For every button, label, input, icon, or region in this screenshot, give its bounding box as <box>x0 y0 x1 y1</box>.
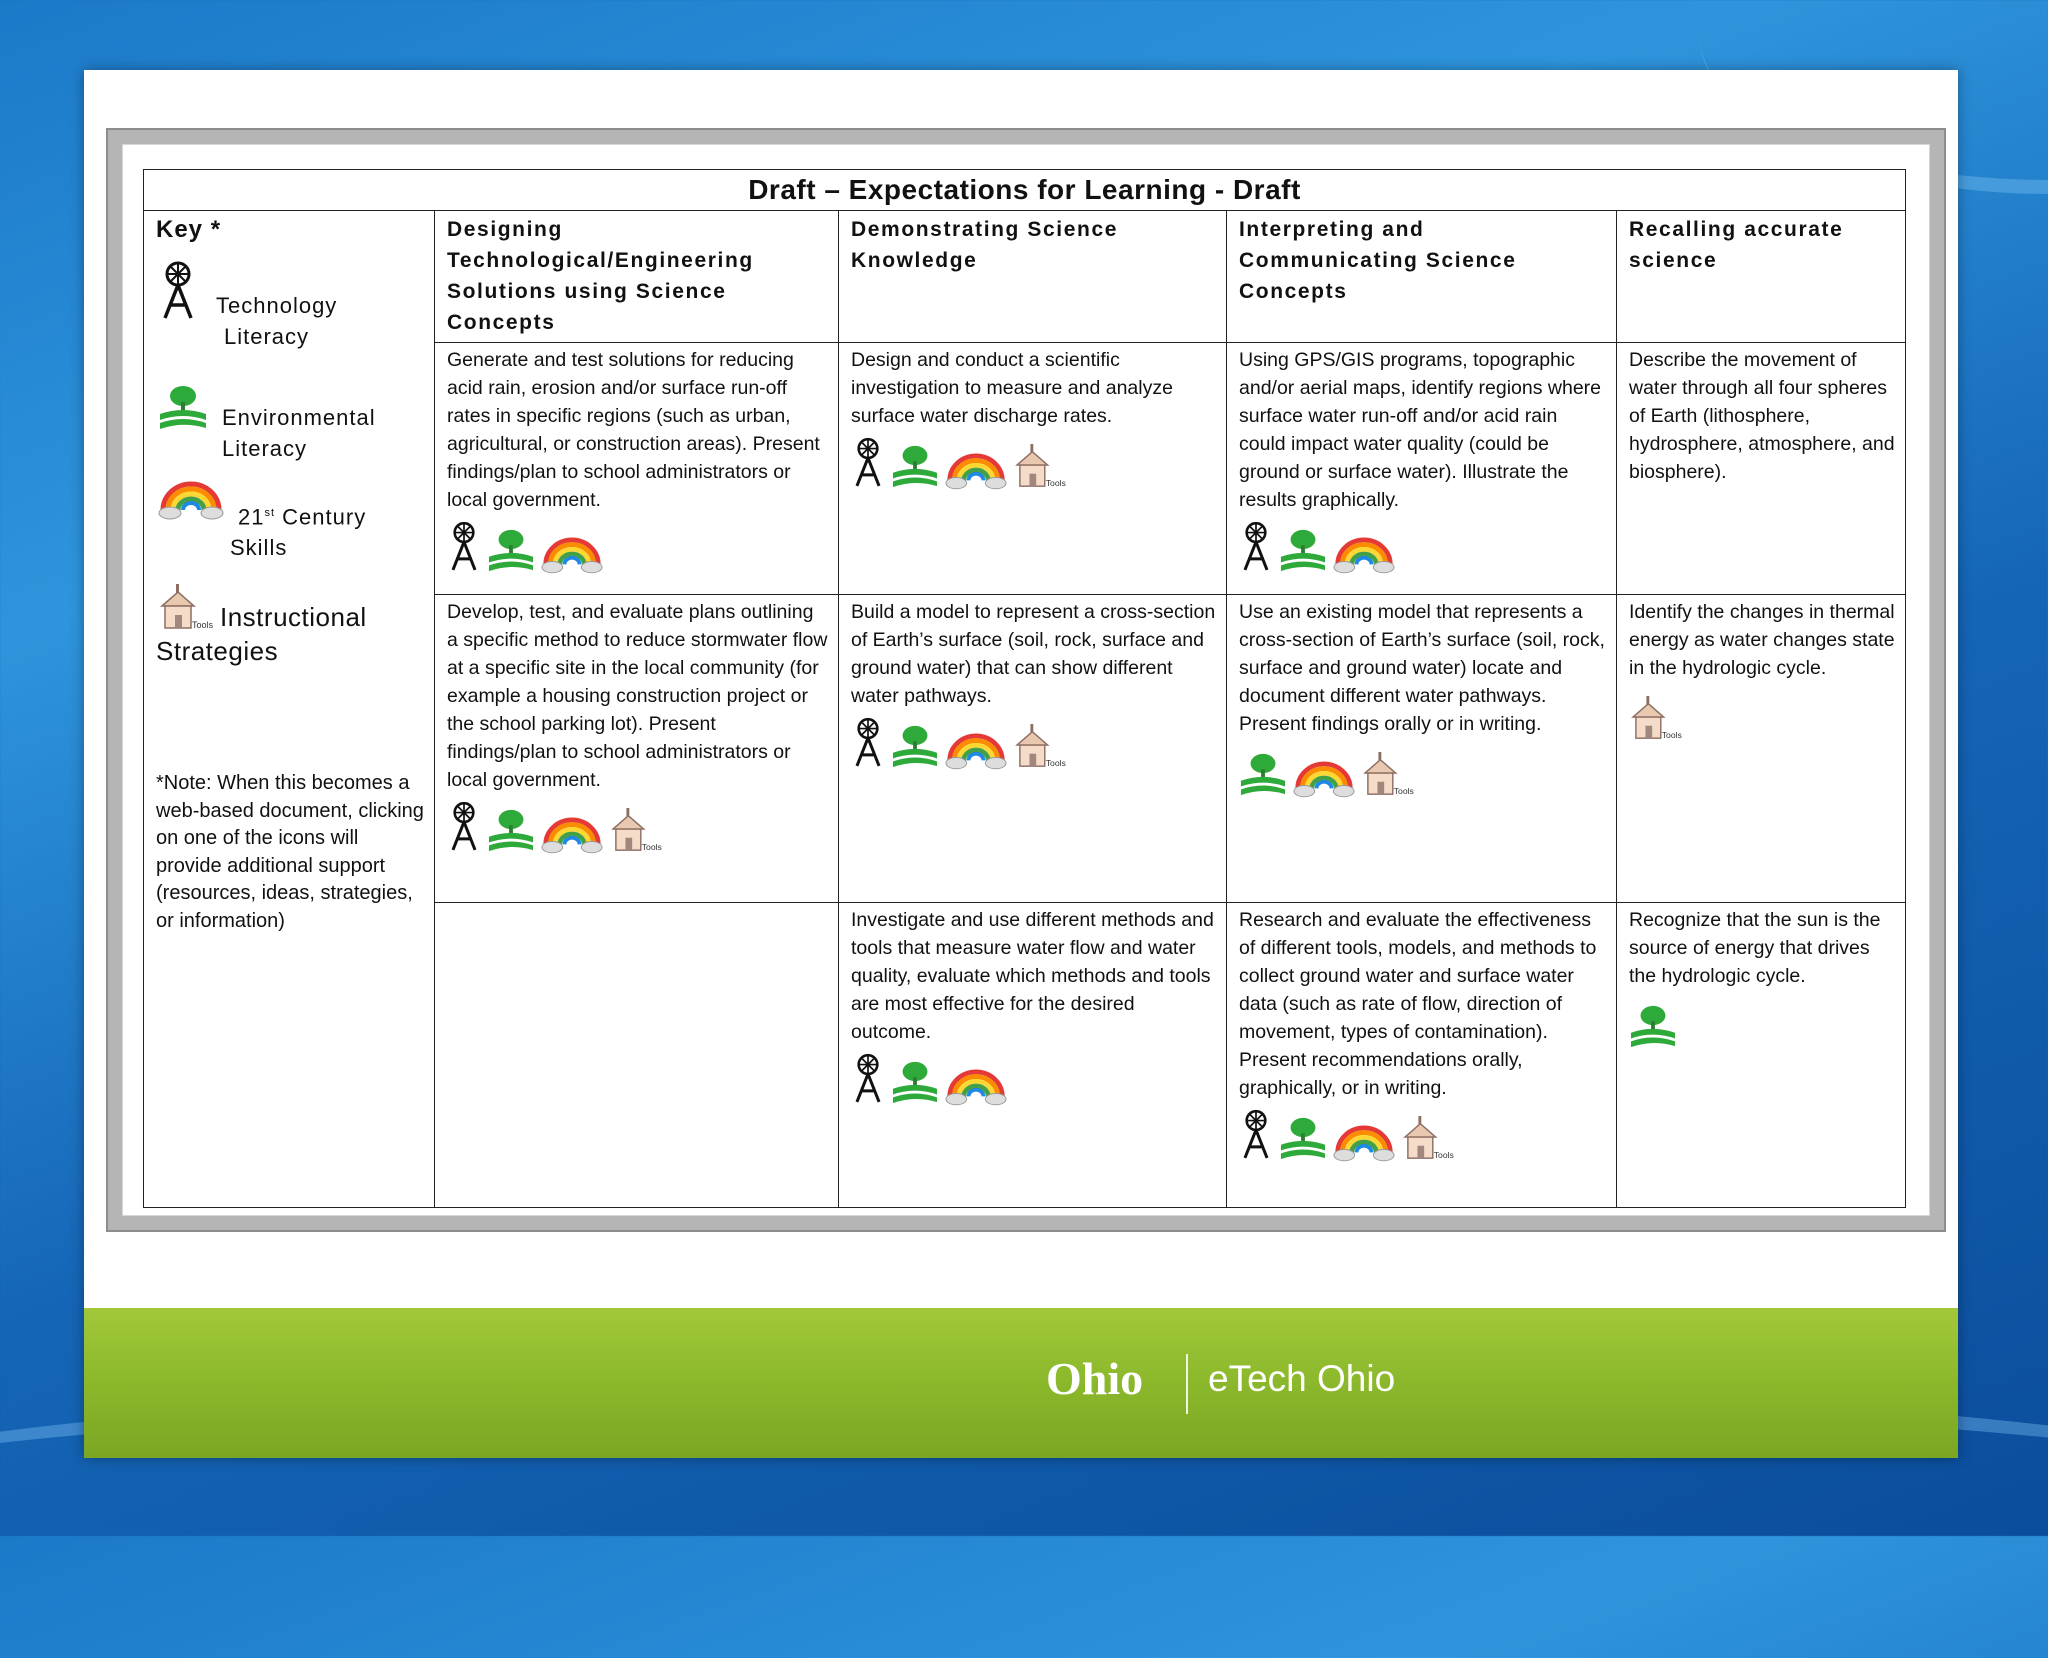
table-cell: Use an existing model that represents a cross-section of Earth’s surface (soil, rock, surface and ground water) locate and document different water pathways. Present findings orally or in writing. Tools <box>1227 595 1617 903</box>
table-cell: Using GPS/GIS programs, topographic and/or aerial maps, identify regions where surface water run-off and/or acid rain could impact water quality (could be ground or surface water). Illustrate the results graphically. <box>1227 343 1617 595</box>
environment-icon[interactable] <box>158 384 208 440</box>
table-cell: Build a model to represent a cross-section of Earth’s surface (soil, rock, surface and ground water) that can show different water pathways. Tools <box>839 595 1227 903</box>
technology-icon[interactable] <box>158 260 198 330</box>
table-frame <box>106 128 1946 1232</box>
footer-bar <box>84 1308 1958 1458</box>
table-cell: Research and evaluate the effectiveness of different tools, models, and methods to collect ground water and surface water data (such as rate of flow, direction of movement, types of contamination). Present recommendations orally, graphically, or in writing. Tools <box>1227 903 1617 1208</box>
environment-icon[interactable] <box>1279 528 1327 574</box>
icon-row <box>1629 686 1895 742</box>
schoolhouse-icon[interactable] <box>1013 724 1067 770</box>
technology-icon[interactable] <box>1239 520 1273 574</box>
technology-icon[interactable] <box>851 436 885 490</box>
schoolhouse-icon[interactable] <box>158 584 214 640</box>
table-cell <box>435 903 839 1208</box>
rainbow-icon[interactable] <box>541 534 603 574</box>
icon-row <box>447 518 828 574</box>
table-cell: Investigate and use different methods and tools that measure water flow and water quality, evaluate which methods and tools are most effective for the desired outcome. <box>839 903 1227 1208</box>
schoolhouse-icon[interactable] <box>1361 752 1415 798</box>
svg-text:Tools: Tools <box>641 842 662 853</box>
icon-row <box>851 434 1216 490</box>
table-cell: Generate and test solutions for reducing acid rain, erosion and/or surface run-off rates in specific regions (such as urban, agricultural, or construction areas). Present findings/plan to school administrators or local government. <box>435 343 839 595</box>
key-item-environment: Environmental Literacy <box>156 378 424 482</box>
key-item-21st-century: 21st Century Skills <box>156 476 424 580</box>
environment-icon[interactable] <box>1629 1004 1677 1050</box>
technology-icon[interactable] <box>447 520 481 574</box>
etech-ohio-label: eTech Ohio <box>1208 1358 1396 1399</box>
table-cell: Design and conduct a scientific investigation to measure and analyze surface water discharge rates. Tools <box>839 343 1227 595</box>
environment-icon[interactable] <box>1279 1116 1327 1162</box>
icon-row <box>1239 742 1606 798</box>
rainbow-icon[interactable] <box>945 450 1007 490</box>
icon-row <box>1239 518 1606 574</box>
schoolhouse-icon[interactable] <box>1401 1116 1455 1162</box>
key-heading: Key * <box>156 216 222 243</box>
svg-text:Tools: Tools <box>192 620 214 630</box>
technology-icon[interactable] <box>851 716 885 770</box>
environment-icon[interactable] <box>891 444 939 490</box>
key-item-technology: Technology Literacy <box>156 260 424 364</box>
rainbow-icon[interactable] <box>158 478 224 528</box>
technology-icon[interactable] <box>851 1052 885 1106</box>
rainbow-icon[interactable] <box>1333 534 1395 574</box>
technology-icon[interactable] <box>447 800 481 854</box>
rainbow-icon[interactable] <box>945 1066 1007 1106</box>
key-note: *Note: When this becomes a web-based document, clicking on one of the icons will provide additional support (resources, ideas, strategies, or information) <box>156 772 424 932</box>
icon-row <box>1629 994 1895 1050</box>
environment-icon[interactable] <box>1239 752 1287 798</box>
rainbow-icon[interactable] <box>1293 758 1355 798</box>
icon-row <box>851 1050 1216 1106</box>
environment-icon[interactable] <box>891 1060 939 1106</box>
rainbow-icon[interactable] <box>541 814 603 854</box>
column-header: Interpreting and Communicating Science Concepts <box>1227 211 1617 343</box>
column-header: Demonstrating Science Knowledge <box>839 211 1227 343</box>
schoolhouse-icon[interactable] <box>1629 696 1683 742</box>
icon-row <box>851 714 1216 770</box>
column-header: Recalling accurate science <box>1617 211 1906 343</box>
icon-row <box>447 798 828 854</box>
ohio-logo[interactable]: Ohio <box>1046 1353 1144 1404</box>
table-cell: Recognize that the sun is the source of energy that drives the hydrologic cycle. <box>1617 903 1906 1208</box>
rainbow-icon[interactable] <box>945 730 1007 770</box>
table-cell: Describe the movement of water through all four spheres of Earth (lithosphere, hydrosphere, atmosphere, and biosphere). <box>1617 343 1906 595</box>
table-title: Draft – Expectations for Learning - Draft <box>144 170 1906 211</box>
environment-icon[interactable] <box>487 528 535 574</box>
schoolhouse-icon[interactable] <box>1013 444 1067 490</box>
svg-text:Tools: Tools <box>1661 730 1682 741</box>
table-cell: Develop, test, and evaluate plans outlining a specific method to reduce stormwater flow at a specific site in the local community (for example a housing construction project or the school parking lot). Present findings/plan to school administrators or local government. Tools <box>435 595 839 903</box>
key-panel <box>144 211 435 1208</box>
svg-text:Tools: Tools <box>1045 478 1066 489</box>
slide <box>84 70 1958 1458</box>
environment-icon[interactable] <box>487 808 535 854</box>
key-item-instructional: Tools Instructional Strategies <box>156 584 424 674</box>
svg-text:Tools: Tools <box>1433 1150 1454 1161</box>
schoolhouse-icon[interactable] <box>609 808 663 854</box>
expectations-table <box>143 169 1906 1208</box>
icon-row <box>1239 1106 1606 1162</box>
table-cell: Identify the changes in thermal energy as water changes state in the hydrologic cycle. Tools <box>1617 595 1906 903</box>
rainbow-icon[interactable] <box>1333 1122 1395 1162</box>
svg-text:Tools: Tools <box>1393 786 1414 797</box>
environment-icon[interactable] <box>891 724 939 770</box>
column-header: Designing Technological/Engineering Solutions using Science Concepts <box>435 211 839 343</box>
footer-divider <box>1186 1354 1188 1414</box>
svg-text:Tools: Tools <box>1045 758 1066 769</box>
technology-icon[interactable] <box>1239 1108 1273 1162</box>
